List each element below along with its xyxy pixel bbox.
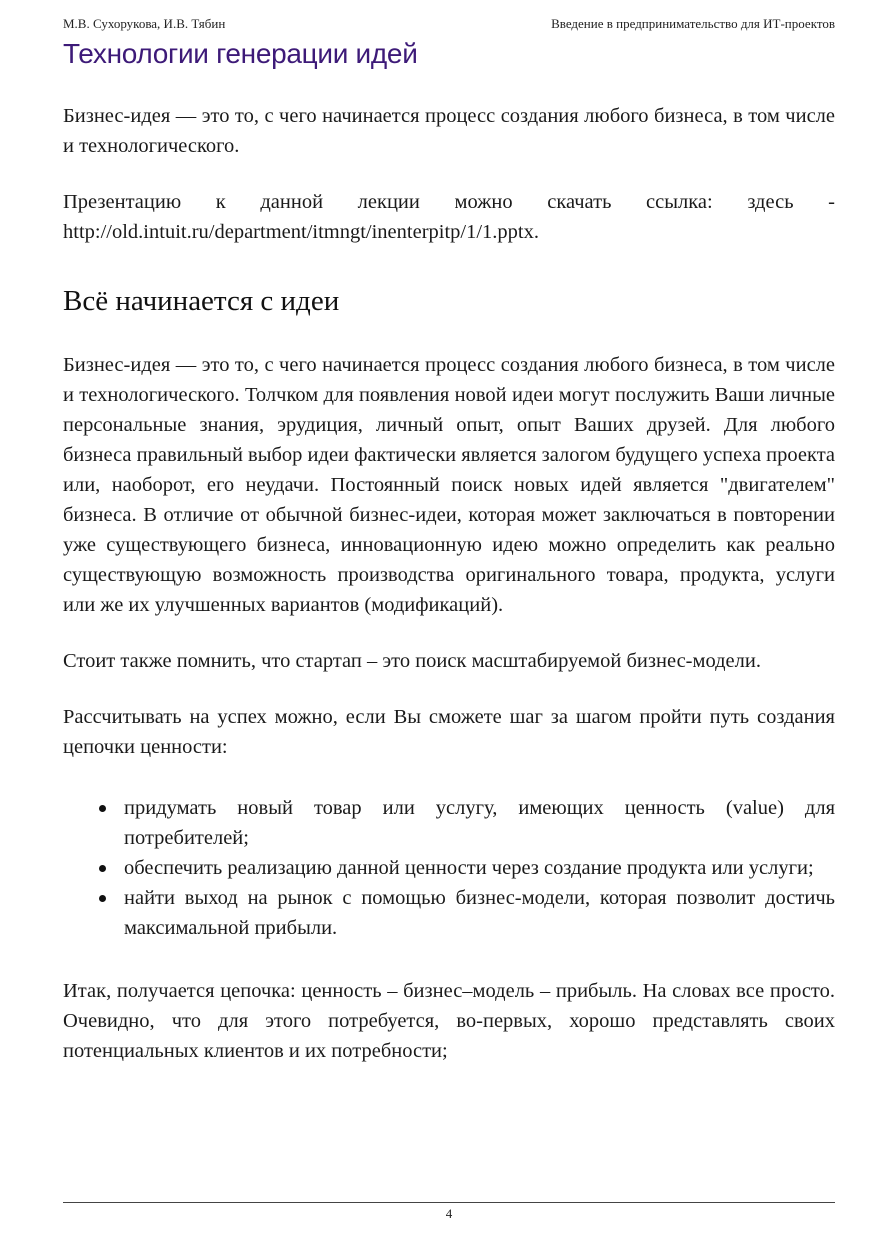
header-authors: М.В. Сухорукова, И.В. Тябин xyxy=(63,16,226,31)
bullet-icon xyxy=(99,805,106,812)
section-paragraph-1: Бизнес-идея — это то, с чего начинается процесс создания любого бизнеса, в том числе и технологического. Толчком для появления новой идеи могут послужить Ваши личные персональные знания, эрудиция, личный опыт, опыт Ваших друзей. Для любого бизнеса правильный выбор идеи фактически является залогом будущего успеха проекта или, наоборот, его неудачи. Постоянный поиск новых идей является "двигателем" бизнеса. В отличие от обычной бизнес-идеи, которая может заключаться в повторении уже существующего бизнеса, инновационную идею можно определить как реально существующую возможность производства оригинального товара, продукта, услуги или же их улучшенных вариантов (модификаций). xyxy=(63,354,836,616)
section-paragraph-3: Рассчитывать на успех можно, если Вы сможете шаг за шагом пройти путь создания цепочки ценности: xyxy=(63,706,835,758)
intro-paragraph-2: Презентацию к данной лекции можно скачать ссылка: здесь - http://old.intuit.ru/department/itmngt/inenterpitp/1/1.pptx. xyxy=(63,191,835,243)
footer-divider xyxy=(63,1202,835,1203)
value-chain-list xyxy=(63,793,835,943)
list-item xyxy=(63,853,835,883)
list-item xyxy=(63,883,835,943)
list-item-text: придумать новый товар или услугу, имеющих ценность (value) для потребителей; xyxy=(124,797,835,849)
page-title: Технологии генерации идей xyxy=(63,38,418,69)
bullet-icon xyxy=(99,895,106,902)
document-body xyxy=(63,101,835,1066)
header-course-title: Введение в предпринимательство для ИТ-проектов xyxy=(551,16,835,31)
document-page xyxy=(63,0,835,1241)
list-item xyxy=(63,793,835,853)
list-item-text: обеспечить реализацию данной ценности через создание продукта или услуги; xyxy=(124,857,814,879)
running-header xyxy=(63,16,835,34)
closing-paragraph: Итак, получается цепочка: ценность – бизнес–модель – прибыль. На словах все просто. Очевидно, что для этого потребуется, во-первых, хорошо представлять своих потенциальных клиентов и их потребности; xyxy=(63,980,835,1062)
list-item-text: найти выход на рынок с помощью бизнес-модели, которая позволит достичь максимальной прибыли. xyxy=(124,887,835,939)
bullet-icon xyxy=(99,865,106,872)
section-paragraph-2: Стоит также помнить, что стартап – это поиск масштабируемой бизнес-модели. xyxy=(63,650,761,672)
page-number: 4 xyxy=(445,1206,453,1221)
intro-paragraph-1: Бизнес-идея — это то, с чего начинается процесс создания любого бизнеса, в том числе и технологического. xyxy=(63,105,835,157)
section-heading: Всё начинается с идеи xyxy=(63,285,340,317)
